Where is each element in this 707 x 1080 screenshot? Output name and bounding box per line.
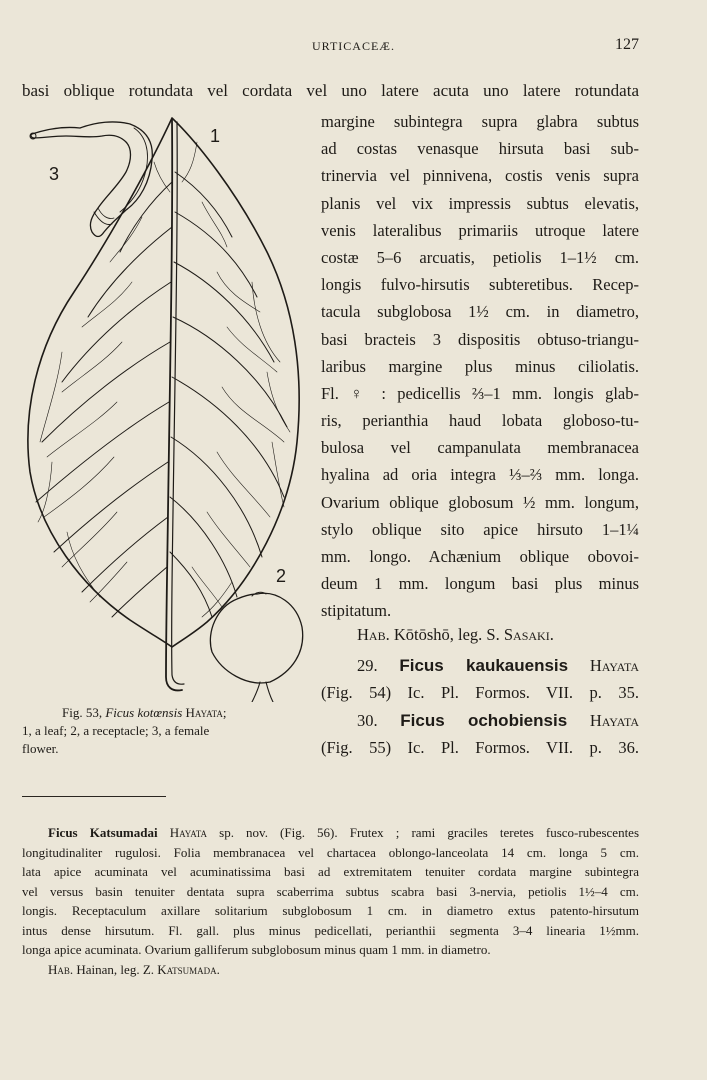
hab-text: Kōtōshō, leg. S. (393, 625, 500, 644)
body-line: mm. longo. Achænium oblique obovoi- (321, 547, 639, 566)
footnote-line: longis. Receptaculum axillare solitarium subglobosum 1 cm. in diametro extus patento-hirsutum (22, 903, 639, 918)
body-line: Fl. ♀ : pedicellis ⅔–1 mm. longis glab- (321, 383, 639, 403)
figure-label-2: 2 (276, 566, 287, 586)
caption-species: Ficus kotœnsis (105, 705, 183, 720)
habitat-line (357, 621, 639, 648)
body-line: Ovarium oblique globosum ½ mm. longum, (321, 492, 639, 512)
running-head (0, 36, 707, 56)
body-line: ad costas venasque hirsuta basi sub- (321, 139, 639, 159)
body-line: margine subintegra supra glabra subtus (321, 112, 639, 131)
body-line: stylo oblique sito apice hirsuto 1–1¼ (321, 519, 639, 539)
footnote-line: lata apice acuminata vel acuminatissima basi ad extremitatem tenuiter cordata margine subintegra (22, 864, 639, 879)
footnote-hab-collector: Katsumada. (157, 961, 220, 977)
figure-label-3: 3 (49, 164, 60, 184)
entry-author: Hayata (589, 656, 640, 675)
body-line: basi bracteis 3 dispositis obtuso-triangu- (321, 329, 639, 349)
footnote-line: longitudinaliter rugulosi. Folia membranacea vel chartacea oblongo-lanceolata 14 cm. longa 5 cm. (22, 844, 639, 860)
entry-number: 30. (357, 711, 378, 730)
footnote-habitat (22, 960, 639, 980)
caption-fig-number: Fig. 53, (62, 705, 103, 720)
figure-caption (22, 704, 294, 758)
entry-species-name: Ficus kaukauensis (399, 656, 569, 675)
body-line: deum 1 mm. longum basi plus minus (321, 574, 639, 594)
body-line: longis fulvo-hirsutis subteretibus. Recep- (321, 275, 639, 295)
running-head-title: URTICACEÆ. (312, 39, 395, 53)
body-line: bulosa vel campanulata membranacea (321, 438, 639, 458)
footnote-line: longa apice acuminata. Ovarium galliferum subglobosum minus quam 1 mm. in diametro. (22, 942, 491, 957)
footnote-author: Hayata (169, 825, 208, 840)
entry-number: 29. (357, 656, 378, 675)
footnote-hab-label: Hab. (48, 961, 74, 977)
body-column (321, 108, 639, 625)
species-entry-29 (321, 652, 639, 706)
body-line: stipitatum. (321, 601, 392, 621)
caption-author: Hayata (185, 705, 223, 720)
body-line: ris, perianthia haud lobata globoso-tu- (321, 411, 639, 431)
receptacle-drawing (210, 593, 302, 683)
figure-label-1: 1 (210, 126, 221, 146)
entry-species-name: Ficus ochobiensis (400, 711, 568, 730)
body-line: tacula subglobosa 1½ cm. in diametro, (321, 302, 639, 322)
footnote (22, 823, 639, 979)
hab-label: Hab. (357, 625, 390, 644)
body-line: hyalina ad oria integra ⅓–⅔ mm. longa. (321, 465, 639, 485)
body-line: venis lateralibus primariis utroque latere (321, 220, 639, 240)
footnote-rule (22, 796, 166, 797)
entry-reference: (Fig. 55) Ic. Pl. Formos. VII. p. 36. (321, 738, 639, 757)
caption-line-2: 1, a leaf; 2, a receptacle; 3, a female (22, 723, 210, 738)
leaf-outline (28, 118, 299, 647)
body-line: planis vel vix impressis subtus elevatis, (321, 193, 639, 213)
footnote-line-1: sp. nov. (Fig. 56). Frutex ; rami graciles teretes fusco-rubescentes (219, 825, 639, 840)
hab-collector: Sasaki. (503, 625, 554, 644)
caption-punct: ; (222, 705, 227, 720)
leaf-illustration (22, 112, 312, 702)
body-first-line: basi oblique rotundata vel cordata vel uno latere acuta uno latere rotundata (22, 81, 639, 100)
body-line: laribus margine plus minus ciliolatis. (321, 356, 639, 376)
figure-53 (22, 112, 312, 702)
entry-author: Hayata (589, 711, 640, 730)
caption-line-3: flower. (22, 741, 59, 756)
footnote-line: intus dense hirsutum. Fl. gall. plus minus pedicellati, perianthii segmenta 3–4 linearia 1½mm. (22, 922, 639, 938)
page-number: 127 (615, 36, 639, 53)
footnote-line: vel versus basin tenuiter dentata supra scaberrima subtus scabra basi 3-nervia, petiolis 1½–4 cm. (22, 883, 639, 899)
species-entry-30 (321, 707, 639, 761)
body-line: trinervia vel pinnivena, costis venis supra (321, 166, 639, 186)
footnote-species-name: Ficus Katsumadai (48, 825, 158, 840)
body-line: costæ 5–6 arcuatis, petiolis 1–1½ cm. (321, 247, 639, 267)
entry-reference: (Fig. 54) Ic. Pl. Formos. VII. p. 35. (321, 683, 639, 702)
footnote-hab-text: Hainan, leg. Z. (76, 961, 155, 977)
